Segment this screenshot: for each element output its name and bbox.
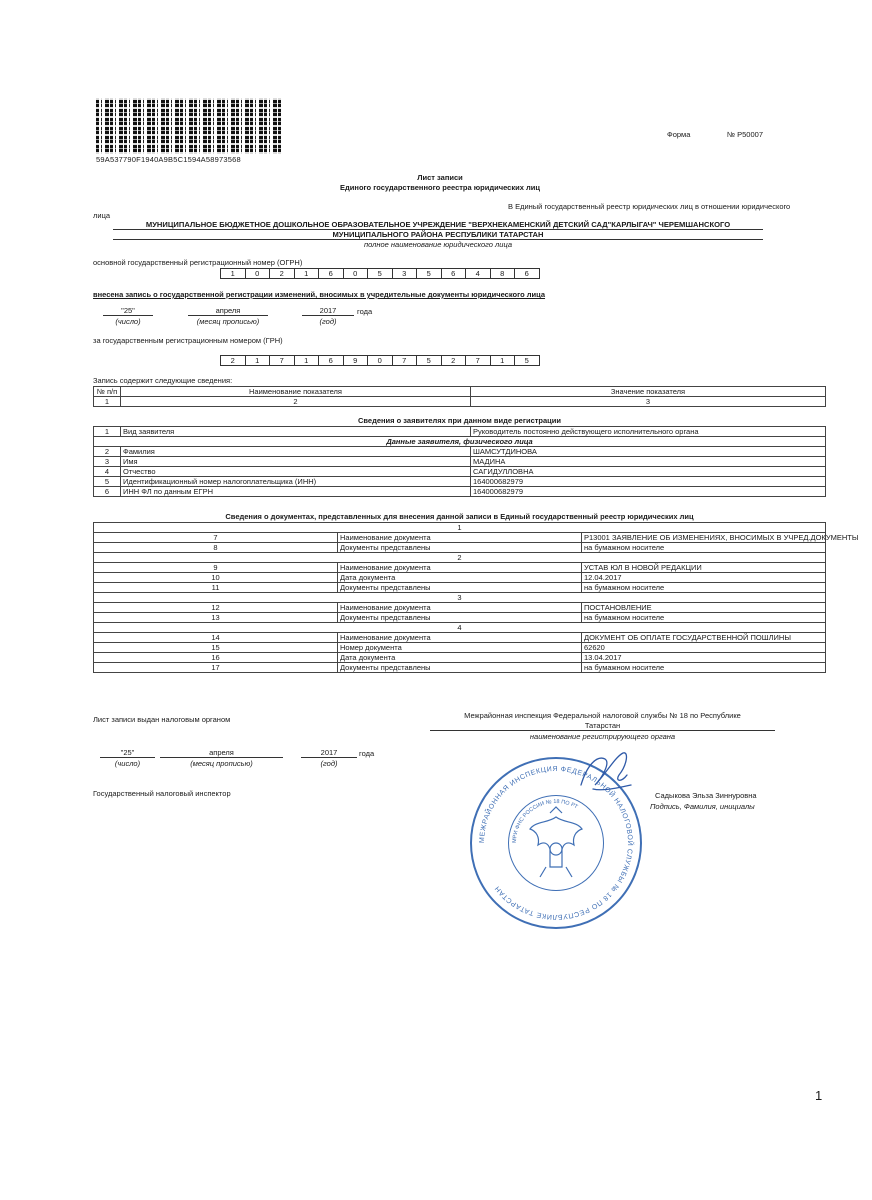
page-number: 1 bbox=[815, 1088, 823, 1103]
issued-year-suffix: года bbox=[359, 749, 375, 758]
row-name: Документы представлены bbox=[338, 543, 582, 553]
row-number: 13 bbox=[94, 613, 338, 623]
row-number: 12 bbox=[94, 603, 338, 613]
row-value: 164000682979 bbox=[471, 477, 826, 487]
grn-digit: 5 bbox=[515, 356, 540, 366]
ogrn-digit: 4 bbox=[466, 269, 491, 279]
table-row bbox=[94, 603, 826, 613]
issued-month-caption: (месяц прописью) bbox=[190, 759, 253, 768]
inspector-name: Садыкова Эльза Зиннуровна bbox=[655, 791, 757, 800]
col-name-index: 2 bbox=[121, 397, 471, 407]
table-row bbox=[94, 467, 826, 477]
org-name-line2: МУНИЦИПАЛЬНОГО РАЙОНА РЕСПУБЛИКИ ТАТАРСТАН bbox=[113, 230, 763, 240]
row-value: САГИДУЛЛОВНА bbox=[471, 467, 826, 477]
grn-digit: 0 bbox=[368, 356, 393, 366]
org-name-line1: МУНИЦИПАЛЬНОЕ БЮДЖЕТНОЕ ДОШКОЛЬНОЕ ОБРАЗОВАТЕЛЬНОЕ УЧРЕЖДЕНИЕ "ВЕРХНЕКАМЕНСКИЙ ДЕТСКИЙ САД"КАРЛЫГАЧ" ЧЕРЕМШАНСКОГО bbox=[113, 220, 763, 230]
ogrn-label: основной государственный регистрационный номер (ОГРН) bbox=[93, 258, 303, 267]
table-row bbox=[94, 487, 826, 497]
intro-prefix2: лица bbox=[93, 211, 111, 220]
grn-digit: 6 bbox=[319, 356, 344, 366]
table-row bbox=[94, 437, 826, 447]
table-row bbox=[94, 663, 826, 673]
table-row bbox=[94, 623, 826, 633]
coat-of-arms-icon bbox=[530, 807, 582, 877]
ogrn-digit: 6 bbox=[515, 269, 540, 279]
row-value: ДОКУМЕНТ ОБ ОПЛАТЕ ГОСУДАРСТВЕННОЙ ПОШЛИНЫ bbox=[582, 633, 826, 643]
col-number-header: № п/п bbox=[94, 387, 121, 397]
contents-label: Запись содержит следующие сведения: bbox=[93, 376, 233, 385]
ogrn-digit: 8 bbox=[490, 269, 515, 279]
title-line1: Лист записи bbox=[417, 173, 463, 182]
inspector-signature bbox=[575, 745, 637, 805]
row-name: Наименование документа bbox=[338, 563, 582, 573]
table-row bbox=[94, 457, 826, 467]
authority-caption: наименование регистрирующего органа bbox=[529, 732, 676, 741]
ogrn-digit: 5 bbox=[368, 269, 393, 279]
barcode-image bbox=[96, 98, 282, 154]
grn-digit: 7 bbox=[392, 356, 417, 366]
grn-digit: 1 bbox=[294, 356, 319, 366]
table-row bbox=[94, 613, 826, 623]
row-name: Дата документа bbox=[338, 573, 582, 583]
grn-digit: 5 bbox=[417, 356, 442, 366]
row-number: 11 bbox=[94, 583, 338, 593]
row-name: Наименование документа bbox=[338, 633, 582, 643]
issued-day: "25" bbox=[100, 748, 155, 758]
entry-year-suffix: года bbox=[357, 307, 373, 316]
grn-digit: 2 bbox=[441, 356, 466, 366]
row-name: ИНН ФЛ по данным ЕГРН bbox=[121, 487, 471, 497]
table-row bbox=[94, 447, 826, 457]
entry-day-caption: (число) bbox=[115, 317, 141, 326]
row-number: 9 bbox=[94, 563, 338, 573]
row-number: 14 bbox=[94, 633, 338, 643]
row-value: УСТАВ ЮЛ В НОВОЙ РЕДАКЦИИ bbox=[582, 563, 826, 573]
row-value: на бумажном носителе bbox=[582, 663, 826, 673]
row-value: 12.04.2017 bbox=[582, 573, 826, 583]
group-index: 2 bbox=[94, 553, 826, 563]
row-number: 3 bbox=[94, 457, 121, 467]
row-value: на бумажном носителе bbox=[582, 613, 826, 623]
inspector-caption: Подпись, Фамилия, инициалы bbox=[650, 802, 755, 811]
row-value: Р13001 ЗАЯВЛЕНИЕ ОБ ИЗМЕНЕНИЯХ, ВНОСИМЫХ В УЧРЕД.ДОКУМЕНТЫ bbox=[582, 533, 826, 543]
barcode-text: 59A537790F1940A9B5C1594A58973568 bbox=[96, 155, 241, 164]
ogrn-digit: 0 bbox=[343, 269, 368, 279]
table-row bbox=[94, 563, 826, 573]
grn-digit: 1 bbox=[245, 356, 270, 366]
table-row bbox=[94, 533, 826, 543]
table-row bbox=[94, 643, 826, 653]
row-value: на бумажном носителе bbox=[582, 583, 826, 593]
row-name: Наименование документа bbox=[338, 533, 582, 543]
documents-table bbox=[93, 522, 859, 673]
entry-year-caption: (год) bbox=[319, 317, 337, 326]
row-value: 164000682979 bbox=[471, 487, 826, 497]
row-number: 1 bbox=[94, 427, 121, 437]
row-number: 10 bbox=[94, 573, 338, 583]
table-row bbox=[94, 543, 826, 553]
row-name: Документы представлены bbox=[338, 583, 582, 593]
applicants-table bbox=[93, 426, 826, 497]
row-number: 2 bbox=[94, 447, 121, 457]
row-number: 5 bbox=[94, 477, 121, 487]
authority-line1: Межрайонная инспекция Федеральной налоговой службы № 18 по Республике bbox=[464, 711, 741, 720]
contents-header-table bbox=[93, 386, 826, 407]
row-name: Документы представлены bbox=[338, 613, 582, 623]
ogrn-digit: 1 bbox=[294, 269, 319, 279]
grn-digit: 9 bbox=[343, 356, 368, 366]
table-row bbox=[94, 553, 826, 563]
col-value-header: Значение показателя bbox=[471, 387, 826, 397]
issued-year-caption: (год) bbox=[320, 759, 338, 768]
stamp-inner-text: МРИ ФНС РОССИИ № 18 ПО РТ bbox=[511, 798, 579, 844]
ogrn-digit: 3 bbox=[392, 269, 417, 279]
group-index: 4 bbox=[94, 623, 826, 633]
grn-digit: 7 bbox=[270, 356, 295, 366]
row-name: Фамилия bbox=[121, 447, 471, 457]
authority-line2: Татарстан bbox=[430, 721, 775, 731]
table-row bbox=[94, 583, 826, 593]
issued-month: апреля bbox=[160, 748, 283, 758]
row-value: Руководитель постоянно действующего исполнительного органа bbox=[471, 427, 826, 437]
table-row bbox=[94, 427, 826, 437]
ogrn-digit: 2 bbox=[270, 269, 295, 279]
grn-label: за государственным регистрационным номером (ГРН) bbox=[93, 336, 283, 345]
row-name: Дата документа bbox=[338, 653, 582, 663]
form-number: № Р50007 bbox=[727, 130, 763, 139]
col-number-index: 1 bbox=[94, 397, 121, 407]
row-name: Наименование документа bbox=[338, 603, 582, 613]
row-number: 17 bbox=[94, 663, 338, 673]
ogrn-digit: 6 bbox=[441, 269, 466, 279]
row-value: МАДИНА bbox=[471, 457, 826, 467]
grn-digit: 1 bbox=[490, 356, 515, 366]
issued-day-caption: (число) bbox=[114, 759, 141, 768]
row-number: 6 bbox=[94, 487, 121, 497]
applicants-subheading: Данные заявителя, физического лица bbox=[94, 437, 826, 447]
entry-month: апреля bbox=[188, 306, 268, 316]
org-name-caption: полное наименование юридического лица bbox=[363, 240, 512, 249]
table-row bbox=[94, 573, 826, 583]
col-name-header: Наименование показателя bbox=[121, 387, 471, 397]
group-index: 1 bbox=[94, 523, 826, 533]
table-row bbox=[94, 653, 826, 663]
entry-month-caption: (месяц прописью) bbox=[196, 317, 260, 326]
grn-digits bbox=[220, 355, 540, 366]
entry-text: внесена запись о государственной регистрации изменений, вносимых в учредительные документы юридического лица bbox=[93, 290, 546, 299]
row-number: 15 bbox=[94, 643, 338, 653]
table-row bbox=[94, 523, 826, 533]
ogrn-digit: 1 bbox=[221, 269, 246, 279]
table-row bbox=[94, 593, 826, 603]
row-number: 4 bbox=[94, 467, 121, 477]
row-value: на бумажном носителе bbox=[582, 543, 826, 553]
inspector-label: Государственный налоговый инспектор bbox=[93, 789, 231, 798]
group-index: 3 bbox=[94, 593, 826, 603]
row-number: 16 bbox=[94, 653, 338, 663]
row-name: Идентификационный номер налогоплательщика (ИНН) bbox=[121, 477, 471, 487]
intro-prefix: В Единый государственный реестр юридических лиц в отношении юридического bbox=[508, 202, 791, 211]
row-value: 13.04.2017 bbox=[582, 653, 826, 663]
stamp-ring-text: МЕЖРАЙОННАЯ ИНСПЕКЦИЯ ФЕДЕРАЛЬНОЙ НАЛОГОВОЙ СЛУЖБЫ № 18 ПО РЕСПУБЛИКЕ ТАТАРСТАН bbox=[478, 765, 634, 921]
ogrn-digit: 6 bbox=[319, 269, 344, 279]
row-value: ПОСТАНОВЛЕНИЕ bbox=[582, 603, 826, 613]
row-number: 7 bbox=[94, 533, 338, 543]
grn-digit: 7 bbox=[466, 356, 491, 366]
issued-year: 2017 bbox=[301, 748, 357, 758]
applicants-heading: Сведения о заявителях при данном виде регистрации bbox=[358, 416, 561, 425]
col-value-index: 3 bbox=[471, 397, 826, 407]
table-row bbox=[94, 633, 826, 643]
issued-label: Лист записи выдан налоговым органом bbox=[93, 715, 231, 724]
table-row bbox=[94, 477, 826, 487]
grn-digit: 2 bbox=[221, 356, 246, 366]
ogrn-digit: 0 bbox=[245, 269, 270, 279]
entry-day: "25" bbox=[103, 306, 153, 316]
ogrn-digit: 5 bbox=[417, 269, 442, 279]
ogrn-digits bbox=[220, 268, 540, 279]
row-name: Отчество bbox=[121, 467, 471, 477]
row-name: Вид заявителя bbox=[121, 427, 471, 437]
row-value: ШАМСУТДИНОВА bbox=[471, 447, 826, 457]
documents-heading: Сведения о документах, представленных для внесения данной записи в Единый государственный реестр юридических лиц bbox=[225, 512, 694, 521]
row-name: Имя bbox=[121, 457, 471, 467]
row-number: 8 bbox=[94, 543, 338, 553]
title-line2: Единого государственного реестра юридических лиц bbox=[340, 183, 540, 192]
row-name: Номер документа bbox=[338, 643, 582, 653]
form-label: Форма bbox=[667, 130, 691, 139]
row-name: Документы представлены bbox=[338, 663, 582, 673]
entry-year: 2017 bbox=[302, 306, 354, 316]
row-value: 62620 bbox=[582, 643, 826, 653]
